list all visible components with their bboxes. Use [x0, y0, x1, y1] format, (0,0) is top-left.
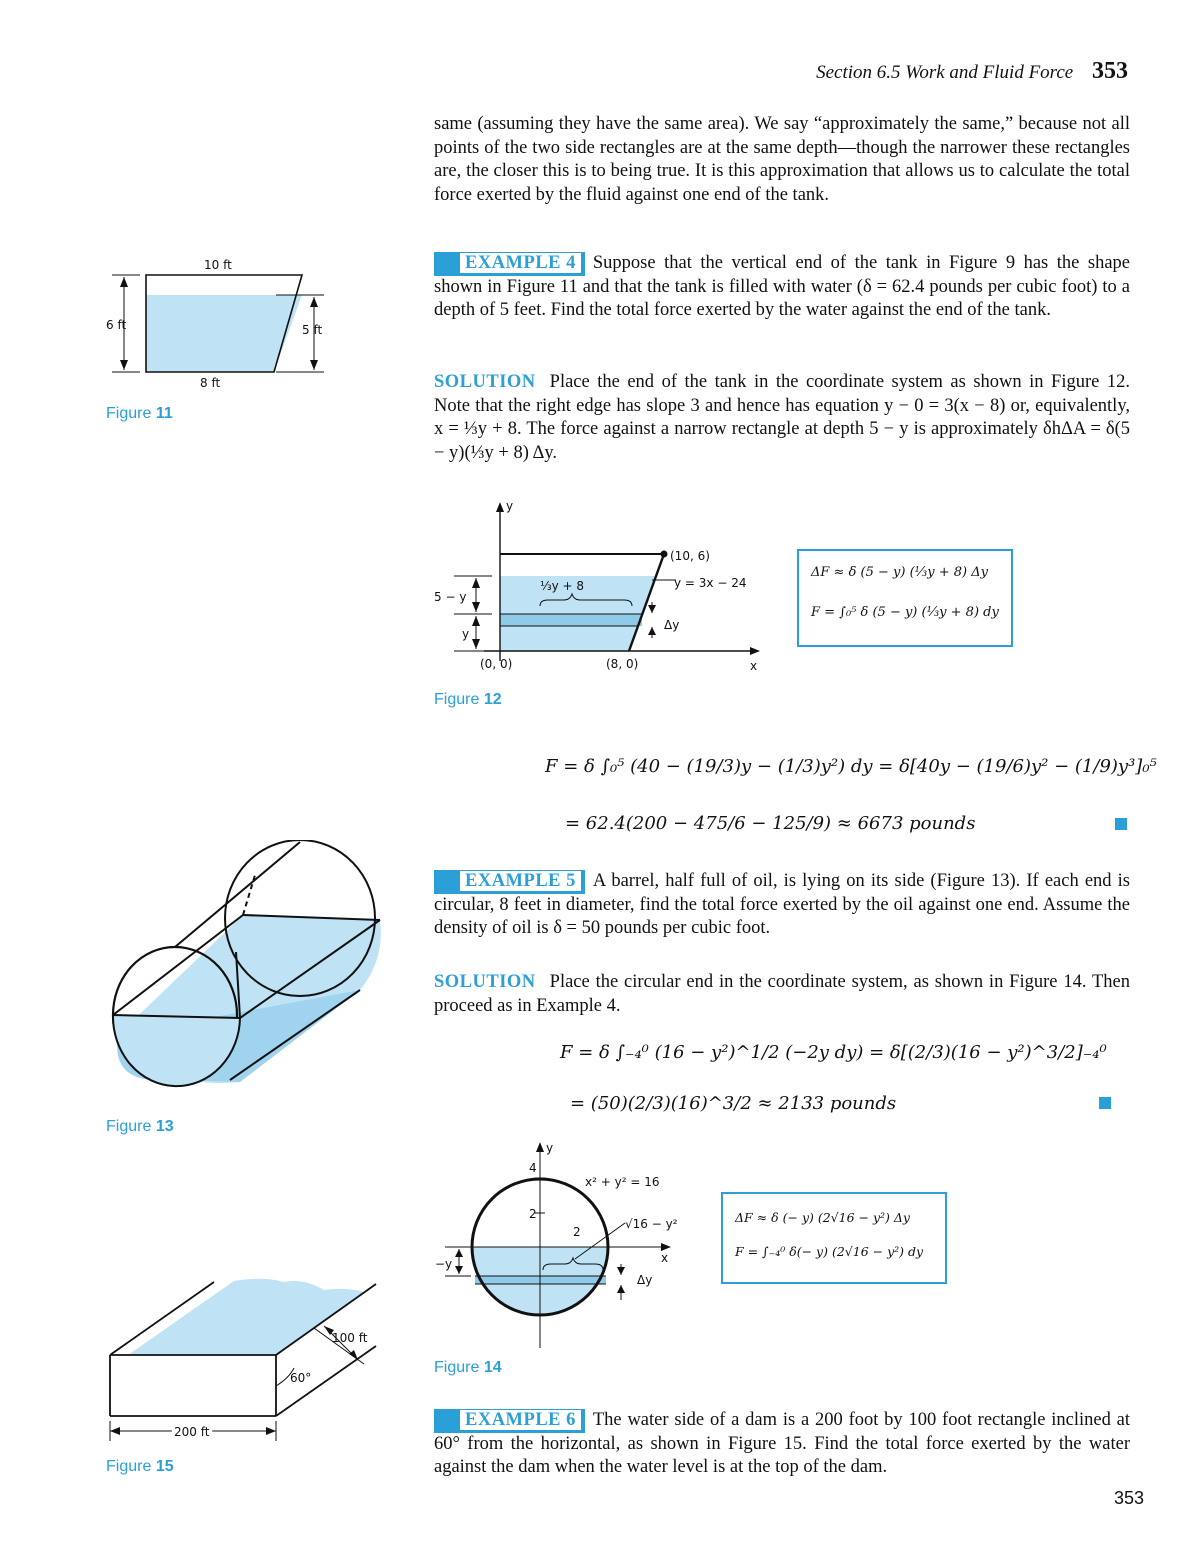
caption-number: 12	[483, 691, 502, 708]
fig15-length-label: 100 ft	[332, 1331, 368, 1345]
example-6-label-box	[434, 1409, 585, 1433]
caption-word: Figure	[106, 405, 152, 422]
figure-11-caption	[106, 405, 173, 423]
caption-number: 11	[155, 405, 173, 422]
intro-paragraph: same (assuming they have the same area). We say “approximately the same,” because not all points of the two side rectangles are at the same depth—though the narrower these rectangles are, the closer this is to being true. It is this approximation that allows us to calculate the total force exerted by the fluid against one end of the tank.	[434, 114, 1130, 205]
example-4-solution	[434, 371, 1130, 465]
figure-14-formula-box	[721, 1192, 947, 1284]
caption-word: Figure	[106, 1118, 152, 1135]
figure-11-diagram	[104, 255, 344, 390]
fig12-x-axis-label: x	[750, 659, 758, 673]
fig12-y-label: y	[462, 627, 470, 641]
example-5-equation-1: F = δ ∫₋₄⁰ (16 − y²)^1/2 (−2y dy) = δ[(2/3)(16 − y²)^3/2]₋₄⁰	[560, 1042, 1107, 1063]
solution-label: SOLUTION	[434, 372, 536, 392]
caption-word: Figure	[434, 691, 480, 708]
example-4-text: Suppose that the vertical end of the tank in Figure 9 has the shape shown in Figure 11 and that the tank is filled with water (δ = 62.4 pounds per cubic foot) to a depth of 5 feet. Find the total force exerted by the water against the end of the tank.	[434, 253, 1130, 320]
fig14-x-axis-label: x	[661, 1251, 669, 1265]
fig14-root-label: √16 − y²	[625, 1217, 678, 1231]
solution-text: Place the end of the tank in the coordinate system as shown in Figure 12. Note that the right edge has slope 3 and hence has equation y − 0 = 3(x − 8) or, equivalently, x = ⅓y + 8. The force against a narrow rectangle at depth 5 − y is approximately δhΔA = δ(5 − y)(⅓y + 8) Δy.	[434, 372, 1130, 463]
solution-text: Place the circular end in the coordinate system, as shown in Figure 14. Then proceed as in Example 4.	[434, 972, 1130, 1016]
example-4-equation-2: = 62.4(200 − 475/6 − 125/9) ≈ 6673 pounds	[565, 813, 976, 834]
figure-14-caption	[434, 1359, 502, 1377]
figure-14-diagram	[425, 1138, 695, 1353]
fig12-point-top: (10, 6)	[670, 549, 710, 563]
fig14-dy-label: Δy	[637, 1273, 653, 1287]
example-6-label: EXAMPLE 6	[460, 1410, 581, 1430]
figure-15-caption	[106, 1458, 174, 1476]
section-title: Section 6.5 Work and Fluid Force	[816, 62, 1074, 83]
fig12-box-line2: F = ∫₀⁵ δ (5 − y) (⅓y + 8) dy	[811, 605, 999, 620]
figure-13-barrel-diagram	[100, 840, 400, 1090]
fig12-dy-label: Δy	[664, 618, 680, 632]
fig11-right-label: 5 ft	[302, 323, 323, 337]
fig14-tick-2: 2	[529, 1207, 537, 1221]
caption-number: 14	[483, 1359, 502, 1376]
page-number: 353	[1092, 58, 1128, 84]
fig14-y-axis-label: y	[546, 1141, 554, 1155]
fig14-box-line1: ΔF ≈ δ (− y) (2√16 − y²) Δy	[735, 1210, 910, 1225]
fig14-neg-y-label: −y	[435, 1257, 453, 1271]
fig12-point-base: (8, 0)	[606, 657, 639, 671]
example-6-text: The water side of a dam is a 200 foot by 100 foot rectangle inclined at 60° from the horizontal, as shown in Figure 15. Find the total force exerted by the water against the dam when the water level is at the top of the dam.	[434, 1410, 1130, 1477]
end-of-proof-marker	[1115, 818, 1127, 830]
example-4-label: EXAMPLE 4	[460, 253, 581, 273]
fig11-bottom-label: 8 ft	[200, 376, 221, 390]
caption-number: 13	[155, 1118, 174, 1135]
fig12-y-axis-label: y	[506, 499, 514, 513]
end-of-proof-marker	[1099, 1097, 1111, 1109]
caption-number: 15	[155, 1458, 174, 1475]
fig11-top-label: 10 ft	[204, 258, 232, 272]
fig12-line-label: y = 3x − 24	[674, 576, 747, 590]
figure-15-dam-diagram	[104, 1276, 384, 1456]
example-6	[434, 1409, 1130, 1480]
example-5-solution	[434, 971, 1130, 1018]
example-5-label: EXAMPLE 5	[460, 871, 581, 891]
running-header	[816, 58, 1128, 85]
fig12-origin-label: (0, 0)	[480, 657, 513, 671]
caption-word: Figure	[434, 1359, 480, 1376]
fig15-angle-label: 60°	[290, 1371, 312, 1385]
example-5-equation-2: = (50)(2/3)(16)^3/2 ≈ 2133 pounds	[570, 1093, 897, 1114]
fig12-width-label: ⅓y + 8	[540, 579, 585, 593]
figure-12-caption	[434, 691, 502, 709]
solution-label: SOLUTION	[434, 972, 536, 992]
fig12-box-line1: ΔF ≈ δ (5 − y) (⅓y + 8) Δy	[811, 565, 988, 580]
fig14-box-line2: F = ∫₋₄⁰ δ(− y) (2√16 − y²) dy	[735, 1244, 924, 1259]
fig14-tick-4: 4	[529, 1161, 537, 1175]
example-4	[434, 252, 1130, 323]
footer-page-number: 353	[1113, 1488, 1144, 1508]
figure-12-diagram	[424, 496, 764, 676]
example-4-label-box	[434, 252, 585, 276]
example-5-text: A barrel, half full of oil, is lying on its side (Figure 13). If each end is circular, 8 feet in diameter, find the total force exerted by the oil against one end. Assume the density of oil is δ = 50 pounds per cubic foot.	[434, 871, 1130, 938]
fig14-circle-equation: x² + y² = 16	[585, 1175, 660, 1189]
fig11-left-label: 6 ft	[106, 318, 127, 332]
fig14-half-label: 2	[573, 1225, 581, 1239]
fig12-depth-label: 5 − y	[434, 590, 467, 604]
figure-12-formula-box	[797, 549, 1013, 647]
caption-word: Figure	[106, 1458, 152, 1475]
fig15-width-label: 200 ft	[174, 1425, 210, 1439]
example-5	[434, 870, 1130, 941]
example-4-equation-1: F = δ ∫₀⁵ (40 − (19/3)y − (1/3)y²) dy = δ[40y − (19/6)y² − (1/9)y³]₀⁵	[545, 756, 1157, 777]
example-5-label-box	[434, 870, 585, 894]
figure-13-caption	[106, 1118, 174, 1136]
